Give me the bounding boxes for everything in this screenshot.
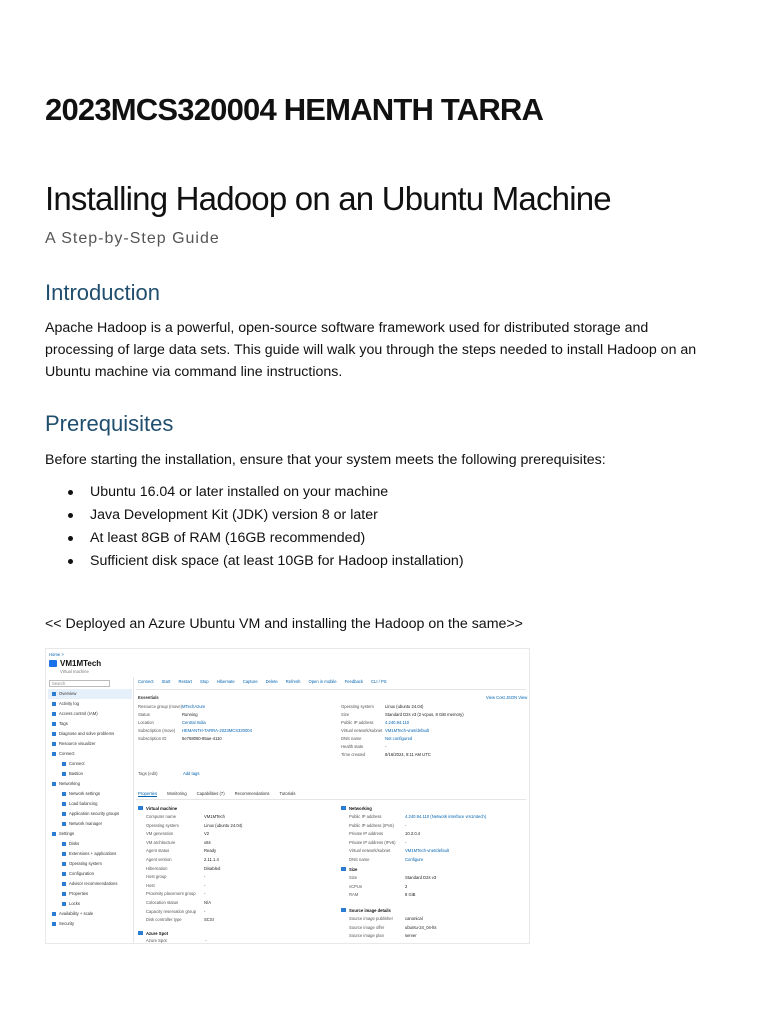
list-item: At least 8GB of RAM (16GB recommended) [45,527,464,550]
property-label: Public IP address [341,720,374,725]
sidebar-item: Resource visualizer [48,739,132,749]
property-row [341,744,386,749]
property-row [146,848,216,853]
vm-type: Virtual machine [60,669,89,674]
property-value: V2 [204,831,210,837]
deploy-note: << Deployed an Azure Ubuntu VM and installing the Hadoop on the same>> [45,616,523,632]
toolbar-button: Restart [178,679,192,684]
sidebar-item-icon [52,702,56,706]
property-row [146,883,205,888]
property-label: Subscription ID [138,736,167,741]
property-row [138,728,252,733]
sidebar-item: Availability + scale [48,909,132,919]
property-label: Private IP address [349,831,384,837]
property-label: Source image publisher [349,916,393,921]
sidebar-item: Diagnose and solve problems [48,729,132,739]
property-value: Linux (ubuntu 24.04) [204,822,243,828]
sidebar-item: Settings [48,829,132,839]
property-value: 10.2.0.4 [405,831,421,837]
property-label: RAM [349,892,359,898]
sidebar-item-icon [62,862,66,866]
property-value: Configure [405,857,424,862]
sidebar-item-icon [52,722,56,726]
property-row [349,823,406,828]
property-label: Source image plan [349,933,384,939]
property-row [349,875,436,880]
property-value: 2.11.1.4 [204,857,219,862]
property-value: Central India [182,720,206,725]
view-links: View Cost JSON View [486,695,528,700]
property-value: Running [182,712,198,717]
azure-spot-row: Azure Spot - [146,938,207,943]
property-row [349,840,406,845]
tags-value: Add tags [182,771,200,776]
property-value: 2 [405,883,408,889]
property-row [349,848,449,853]
property-value: - [204,874,206,880]
property-value: - [385,744,387,749]
property-label: Capacity reservation group [146,908,197,914]
property-value: HEMANTH-TARRA-2023MCS320004 [182,728,252,733]
property-row [138,704,205,709]
property-row [349,892,415,897]
property-row [146,814,225,819]
property-value: - [405,822,407,828]
toolbar-button: Capture [242,679,258,684]
property-row [349,857,423,862]
sidebar-item: Network settings [48,789,132,799]
property-row [146,857,219,862]
search-input: Search [49,680,110,687]
introduction-line: Apache Hadoop is a powerful, open-source software framework used for distributed storage and [45,320,649,336]
image-heading: Source image details [341,908,391,913]
sidebar-item: Extensions + applications [48,849,132,859]
sidebar-item: Disks [48,839,132,849]
property-label: Health state [341,744,364,749]
sidebar-item: Activity log [48,699,132,709]
introduction-paragraph [45,317,725,383]
toolbar-button: Refresh [285,679,301,684]
property-row [146,840,211,845]
property-row [349,831,420,836]
property-row [349,925,436,930]
property-row [146,900,211,905]
property-value: 8 GiB [405,892,416,898]
property-label: Private IP address (IPv6) [349,839,396,845]
property-value: 6e758050-85ae-4110 [182,736,222,741]
sidebar-item: Bastion [48,769,132,779]
property-label: Size [349,875,358,880]
sidebar-item-icon [62,812,66,816]
property-label: Source image offer [349,924,385,930]
property-label: Time created [341,752,366,757]
toolbar-button: Feedback [344,679,363,684]
property-label: Colocation status [146,900,179,905]
sidebar-item-icon [52,742,56,746]
sidebar-item-icon [52,782,56,786]
sidebar-item-icon [52,752,56,756]
property-label: Public IP address (IPv6) [349,822,394,828]
property-row [146,909,205,914]
author-heading: 2023MCS320004 HEMANTH TARRA [45,92,544,127]
sidebar-item: Tags [48,719,132,729]
toolbar-button: Delete [265,679,278,684]
sidebar-item-icon [62,902,66,906]
sidebar-item-icon [52,692,56,696]
property-row [146,891,205,896]
property-row [349,933,417,938]
sidebar-item: Properties [48,889,132,899]
property-value: Ready [204,848,217,854]
property-value: MTechAzure [182,704,206,709]
sidebar-item: Advisor recommendations [48,879,132,889]
property-value: VM1MTech-vnet/default [405,848,449,854]
property-row [341,728,429,733]
property-value: VM1MTech [204,814,225,819]
image-section-icon [341,908,346,912]
property-label: Operating system [146,822,179,828]
divider [133,677,134,944]
sidebar-item: Operating system [48,859,132,869]
vm-icon [49,660,57,667]
sidebar-item-icon [62,842,66,846]
sidebar-item-icon [52,922,56,926]
tags-label: Tags (edit) [138,771,158,776]
toolbar-button: Hibernate [216,679,235,684]
property-value: Linux (ubuntu 24.04) [385,704,424,709]
property-label: VM architecture [146,839,176,845]
property-value: x64 [204,839,211,845]
sidebar-item: Load balancing [48,799,132,809]
property-row [341,736,412,741]
sidebar-item: Application security groups [48,809,132,819]
size-section-icon [341,867,346,871]
property-value: canonical [405,916,423,921]
sidebar-item-icon [62,792,66,796]
property-label: Agent status [146,848,170,854]
property-label: Hibernation [146,865,168,871]
page-subtitle: A Step-by-Step Guide [45,230,220,247]
property-value: - [405,839,407,845]
sidebar-item: Connect [48,749,132,759]
property-label: Computer name [146,814,177,819]
net-section-icon [341,806,346,810]
property-label: Virtual network/subnet [341,728,383,733]
sidebar-item: Overview [48,689,132,699]
sidebar-item: Locks [48,899,132,909]
property-value: server [405,933,417,939]
divider [136,799,526,800]
property-label: Host [146,882,155,888]
networking-heading: Networking [341,806,372,811]
sidebar-item-icon [62,892,66,896]
property-row [138,712,198,717]
property-value: Disabled [204,865,221,871]
sidebar-item: Connect [48,759,132,769]
property-row [349,884,407,889]
prerequisites-list [45,481,464,573]
size-heading: Size [341,867,357,872]
sidebar-item: Networking [48,779,132,789]
sidebar-item-icon [62,802,66,806]
property-value: - [204,891,206,897]
vm-section-heading: Virtual machine [138,806,177,811]
property-value: Standard D2s v3 (2 vcpus, 8 GiB memory) [385,712,464,717]
sidebar-item-icon [52,912,56,916]
azure-spot-heading: Azure Spot [138,931,168,936]
property-value: SCSI [204,917,214,923]
property-label: Resource group (move) [138,704,182,709]
property-row [146,917,214,922]
property-value: VM1MTech-vnet/default [385,728,429,733]
vm-section-icon [138,806,143,810]
property-label: Size [341,712,350,717]
property-row [349,814,486,819]
property-label: VM generation [146,831,174,837]
property-label: DNS name [349,857,370,862]
breadcrumb: Home > [49,652,64,657]
property-label: Agent version [146,857,172,862]
property-row [138,720,206,725]
property-label: Operating system [341,704,374,709]
property-value: - [204,908,206,914]
property-label: DNS name [341,736,362,741]
property-row [341,704,423,709]
azure-vm-screenshot [45,648,530,944]
property-label: Status [138,712,150,717]
sidebar-item: Configuration [48,869,132,879]
property-label: vCPUs [349,883,363,889]
property-label: Host group [146,874,167,880]
property-label: Subscription (move) [138,728,176,733]
property-value: 4.240.94.110 [385,720,410,725]
tags-row [138,771,199,776]
property-value: ubuntu-24_04-lts [405,924,437,930]
toolbar-button: Start [161,679,171,684]
prerequisites-heading: Prerequisites [45,411,174,436]
sidebar-item-icon [62,822,66,826]
property-row [146,866,220,871]
divider [136,689,526,690]
spot-section-icon [138,931,143,935]
introduction-line: Ubuntu machine via command line instructions. [45,364,343,380]
tab: Properties [138,791,158,796]
list-item: Java Development Kit (JDK) version 8 or later [45,504,464,527]
property-row [349,916,423,921]
sidebar-item-icon [62,762,66,766]
tab: Capabilities (7) [196,791,225,796]
property-value: Standard D2s v3 [405,875,437,880]
property-value: N/A [204,900,211,905]
property-value: 8/16/2024, 9:11 AM UTC [385,752,431,757]
introduction-heading: Introduction [45,280,160,305]
property-value: - [204,882,206,888]
property-row [341,720,409,725]
property-row [146,874,205,879]
property-row [146,831,209,836]
property-row [138,736,222,741]
vm-name: VM1MTech [60,659,102,668]
toolbar-button: CLI / PS [371,679,387,684]
property-value: Not configured [385,736,413,741]
sidebar-item-icon [52,832,56,836]
property-row [146,823,242,828]
toolbar-button: Stop [199,679,209,684]
property-row [341,752,431,757]
tab: Tutorials [279,791,296,796]
sidebar-item-icon [52,732,56,736]
toolbar-button: Connect [138,679,154,684]
sidebar-item-icon [62,882,66,886]
property-label: Disk controller type [146,917,182,923]
property-value: 4.240.94.110 (Network interface vm1mtech) [405,814,487,819]
sidebar-item-icon [62,872,66,876]
toolbar [138,679,395,684]
sidebar-item: Network manager [48,819,132,829]
sidebar-item-icon [62,772,66,776]
property-label: Location [138,720,154,725]
tab: Recommendations [234,791,270,796]
list-item: Sufficient disk space (at least 10GB for Hadoop installation) [45,550,464,573]
list-item: Ubuntu 16.04 or later installed on your machine [45,481,464,504]
sidebar-item-icon [62,852,66,856]
property-label: Public IP address [349,814,382,819]
page-title: Installing Hadoop on an Ubuntu Machine [45,180,611,217]
toolbar-button: Open in mobile [308,679,337,684]
property-row [341,712,464,717]
property-label: Proximity placement group [146,891,196,897]
properties-tabs [138,791,305,796]
tab: Monitoring [167,791,187,796]
essentials-label: Essentials [138,695,159,700]
introduction-line: processing of large data sets. This guide will walk you through the steps needed to install Hadoop on an [45,342,697,358]
property-label: Virtual network/subnet [349,848,391,854]
sidebar-item: Security [48,919,132,929]
sidebar-item-icon [52,712,56,716]
sidebar-item: Access control (IAM) [48,709,132,719]
prerequisites-intro: Before starting the installation, ensure that your system meets the following prerequisites: [45,452,606,468]
sidebar [48,689,132,929]
